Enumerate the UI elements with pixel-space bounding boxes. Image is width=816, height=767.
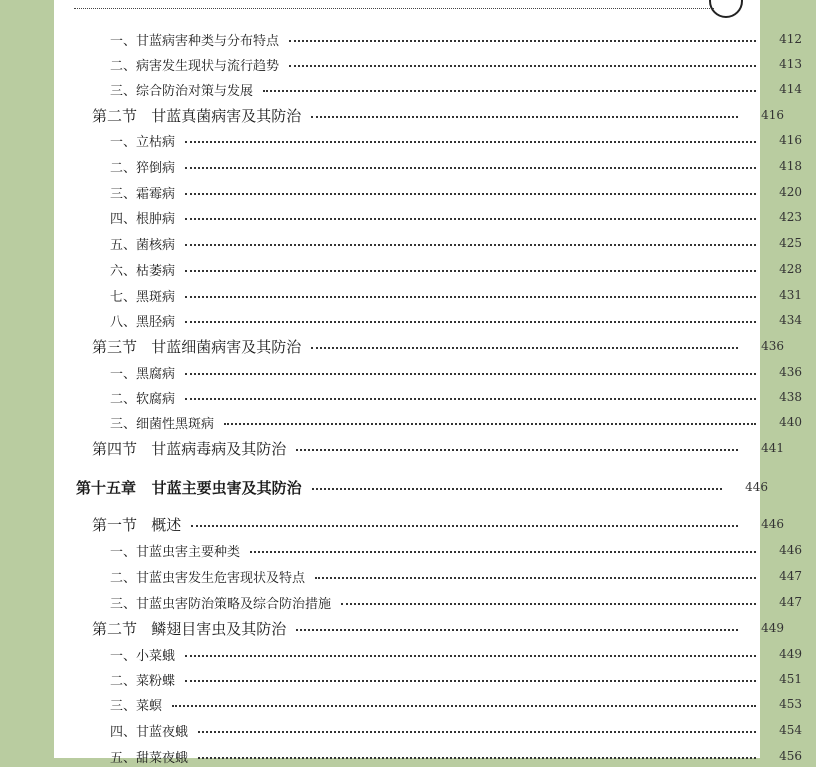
toc-item — [54, 232, 816, 254]
toc-entry-title: 三、霜霉病 — [110, 186, 176, 202]
toc-entry-title: 第十五章 甘蓝主要虫害及其防治 — [76, 478, 302, 497]
toc-entry-title: 六、枯萎病 — [110, 263, 176, 279]
toc-chapter — [54, 476, 782, 498]
toc-item — [54, 591, 816, 613]
toc-page-number: 447 — [779, 595, 802, 609]
dot-leader — [185, 321, 756, 323]
dot-leader — [191, 525, 738, 527]
toc-entry-title: 二、猝倒病 — [110, 160, 176, 176]
toc-item — [54, 411, 816, 433]
dot-leader — [185, 680, 756, 682]
toc-page-number: 413 — [779, 57, 802, 71]
dot-leader — [341, 603, 756, 605]
toc-page-number: 434 — [779, 313, 802, 327]
toc-item — [54, 309, 816, 331]
dot-leader — [185, 373, 756, 375]
dot-leader — [185, 167, 756, 169]
toc-page-number: 436 — [761, 339, 784, 353]
toc-item — [54, 539, 816, 561]
toc-section — [54, 104, 798, 126]
toc-item — [54, 284, 816, 306]
toc-item — [54, 78, 816, 100]
toc-entry-title: 第三节 甘蓝细菌病害及其防治 — [92, 337, 302, 356]
toc-entry-title: 三、细菌性黑斑病 — [110, 416, 215, 432]
toc-item — [54, 565, 816, 587]
dot-leader — [263, 90, 756, 92]
toc-section — [54, 335, 798, 357]
toc-entry-title: 四、甘蓝夜蛾 — [110, 724, 189, 740]
toc-entry-title: 三、甘蓝虫害防治策略及综合防治措施 — [110, 596, 332, 612]
toc-item — [54, 693, 816, 715]
toc-entry-title: 一、小菜蛾 — [110, 648, 176, 664]
dot-leader — [198, 757, 756, 759]
dot-leader — [315, 577, 756, 579]
toc-page-number: 436 — [779, 365, 802, 379]
toc-item — [54, 129, 816, 151]
toc-page-number: 440 — [779, 415, 802, 429]
toc-page-number: 456 — [779, 749, 802, 763]
toc-page-number: 423 — [779, 210, 802, 224]
toc-page-number: 418 — [779, 159, 802, 173]
dot-leader — [311, 347, 738, 349]
toc-page-number: 447 — [779, 569, 802, 583]
toc-entry-title: 第四节 甘蓝病毒病及其防治 — [92, 439, 287, 458]
dot-leader — [185, 655, 756, 657]
dot-leader — [312, 488, 722, 490]
dot-leader — [185, 398, 756, 400]
toc-section — [54, 437, 798, 459]
toc-item — [54, 745, 816, 767]
toc-entry-title: 五、菌核病 — [110, 237, 176, 253]
toc-entry-title: 二、软腐病 — [110, 391, 176, 407]
toc-page-number: 441 — [761, 441, 784, 455]
toc-page-number: 431 — [779, 288, 802, 302]
toc-page-number: 451 — [779, 672, 802, 686]
toc-page-number: 446 — [779, 543, 802, 557]
toc-entry-title: 一、黑腐病 — [110, 366, 176, 382]
dot-leader — [224, 423, 756, 425]
toc-item — [54, 643, 816, 665]
toc-entry-title: 七、黑斑病 — [110, 289, 176, 305]
toc-entry-title: 第二节 甘蓝真菌病害及其防治 — [92, 106, 302, 125]
toc-entry-title: 四、根肿病 — [110, 211, 176, 227]
dot-leader — [289, 65, 756, 67]
toc-entry-title: 五、甜菜夜蛾 — [110, 750, 189, 766]
toc-page-number: 438 — [779, 390, 802, 404]
toc-item — [54, 206, 816, 228]
toc-page-number: 453 — [779, 697, 802, 711]
table-of-contents — [54, 0, 802, 766]
toc-entry-title: 八、黑胫病 — [110, 314, 176, 330]
dot-leader — [296, 629, 738, 631]
toc-page-number: 420 — [779, 185, 802, 199]
toc-page-number: 449 — [779, 647, 802, 661]
toc-entry-title: 二、甘蓝虫害发生危害现状及特点 — [110, 570, 306, 586]
book-page — [54, 0, 802, 766]
dot-leader — [172, 705, 756, 707]
toc-page-number: 446 — [761, 517, 784, 531]
toc-entry-title: 二、菜粉蝶 — [110, 673, 176, 689]
dot-leader — [198, 731, 756, 733]
toc-item — [54, 53, 816, 75]
toc-item — [54, 155, 816, 177]
toc-item — [54, 28, 816, 50]
toc-section — [54, 513, 798, 535]
toc-page-number: 446 — [745, 480, 768, 494]
toc-page-number: 412 — [779, 32, 802, 46]
toc-entry-title: 三、综合防治对策与发展 — [110, 83, 254, 99]
toc-entry-title: 第二节 鳞翅目害虫及其防治 — [92, 619, 287, 638]
toc-page-number: 428 — [779, 262, 802, 276]
toc-entry-title: 第一节 概述 — [92, 515, 182, 534]
dot-leader — [250, 551, 756, 553]
toc-item — [54, 668, 816, 690]
toc-page-number: 425 — [779, 236, 802, 250]
toc-entry-title: 一、甘蓝病害种类与分布特点 — [110, 33, 280, 49]
dot-leader — [185, 244, 756, 246]
toc-item — [54, 719, 816, 741]
dot-leader — [296, 449, 738, 451]
dot-leader — [185, 270, 756, 272]
dot-leader — [311, 116, 738, 118]
dot-leader — [185, 296, 756, 298]
toc-page-number: 416 — [779, 133, 802, 147]
toc-page-number: 414 — [779, 82, 802, 96]
toc-entry-title: 一、立枯病 — [110, 134, 176, 150]
toc-item — [54, 386, 816, 408]
toc-entry-title: 一、甘蓝虫害主要种类 — [110, 544, 241, 560]
dot-leader — [289, 40, 756, 42]
dot-leader — [185, 218, 756, 220]
toc-entry-title: 三、菜螟 — [110, 698, 163, 714]
toc-page-number: 449 — [761, 621, 784, 635]
toc-page-number: 454 — [779, 723, 802, 737]
toc-entry-title: 二、病害发生现状与流行趋势 — [110, 58, 280, 74]
toc-section — [54, 617, 798, 639]
toc-item — [54, 181, 816, 203]
toc-item — [54, 258, 816, 280]
dot-leader — [185, 141, 756, 143]
dot-leader — [185, 193, 756, 195]
toc-item — [54, 361, 816, 383]
toc-page-number: 416 — [761, 108, 784, 122]
